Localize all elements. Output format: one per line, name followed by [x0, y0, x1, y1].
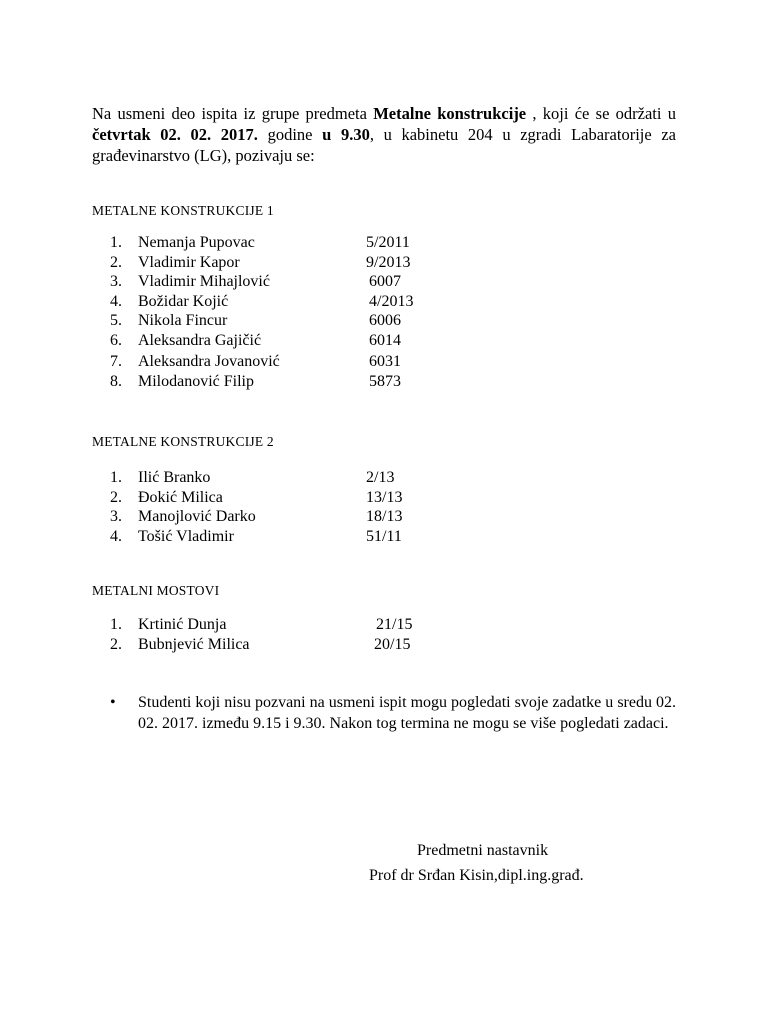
student-index: 6014: [369, 331, 401, 349]
section-title-mk1: METALNE KONSTRUKCIJE 1: [92, 203, 274, 218]
list-item: [110, 233, 410, 253]
item-number: 2.: [110, 488, 122, 506]
list-item: [110, 372, 401, 392]
student-index: 51/11: [366, 527, 402, 545]
student-index: 21/15: [376, 616, 413, 633]
section-title-mm: METALNI MOSTOVI: [92, 583, 220, 598]
note-text: Studenti koji nisu pozvani na usmeni ispit mogu pogledati svoje zadatke u sredu 02. 02. 2017. između 9.15 i 9.30. Nakon tog termina ne mogu se više pogledati zadaci.: [138, 694, 676, 732]
student-name: Nemanja Pupovac: [138, 234, 255, 251]
item-number: 5.: [110, 312, 122, 329]
student-index: 18/13: [366, 508, 403, 525]
student-index: 5873: [369, 372, 401, 390]
student-index: 4/2013: [369, 292, 414, 310]
student-index: 6031: [369, 353, 401, 370]
note-bullet: [110, 692, 676, 734]
list-item: [110, 311, 401, 331]
intro-paragraph: [92, 103, 676, 166]
list-item: [110, 468, 395, 488]
student-name: Vladimir Kapor: [138, 253, 240, 271]
intro-text-4: , u kabinetu 204 u zgradi Labaratorije za građevinarstvo (LG), pozivaju se:: [92, 125, 676, 165]
intro-text-2: , koji će se održati u: [526, 104, 676, 123]
student-index: 13/13: [366, 488, 403, 506]
item-number: 4.: [110, 292, 122, 310]
list-item: [110, 352, 401, 372]
item-number: 1.: [110, 469, 122, 486]
list-item: [110, 331, 401, 351]
section-title-mk2: METALNE KONSTRUKCIJE 2: [92, 434, 274, 449]
student-name: Ilić Branko: [138, 469, 211, 486]
intro-time: u 9.30: [322, 125, 370, 144]
student-index: 20/15: [374, 635, 411, 653]
student-name: Vladimir Mihajlović: [138, 273, 270, 290]
student-name: Đokić Milica: [138, 488, 223, 506]
student-name: Tošić Vladimir: [138, 527, 234, 545]
list-item: [110, 292, 414, 312]
student-list-mk2: [110, 468, 403, 546]
item-number: 6.: [110, 331, 122, 349]
intro-day-date: četvrtak 02. 02. 2017.: [92, 125, 258, 144]
list-item: [110, 272, 401, 292]
intro-text-1: Na usmeni deo ispita iz grupe predmeta: [92, 104, 374, 123]
list-item: [110, 253, 411, 273]
bullet-icon: •: [110, 694, 116, 711]
item-number: 8.: [110, 372, 122, 390]
item-number: 3.: [110, 273, 122, 290]
student-list-mm: [110, 615, 413, 654]
student-index: 5/2011: [366, 234, 410, 251]
item-number: 4.: [110, 527, 122, 545]
item-number: 2.: [110, 635, 122, 653]
intro-text-3: godine: [257, 125, 323, 144]
student-index: 2/13: [366, 469, 395, 486]
student-name: Aleksandra Jovanović: [138, 353, 280, 370]
student-index: 6007: [369, 273, 401, 290]
student-name: Manojlović Darko: [138, 508, 256, 525]
item-number: 3.: [110, 508, 122, 525]
student-name: Aleksandra Gajičić: [138, 331, 262, 349]
item-number: 7.: [110, 353, 122, 370]
student-name: Božidar Kojić: [138, 292, 229, 310]
item-number: 1.: [110, 234, 122, 251]
student-name: Bubnjević Milica: [138, 635, 250, 653]
list-item: [110, 615, 413, 635]
item-number: 1.: [110, 616, 122, 633]
signature-name: Prof dr Srđan Kisin,dipl.ing.građ.: [369, 867, 584, 884]
intro-subject: Metalne konstrukcije: [373, 104, 527, 123]
student-list-mk1: [110, 233, 414, 391]
student-name: Krtinić Dunja: [138, 616, 227, 633]
student-index: 6006: [369, 312, 401, 329]
item-number: 2.: [110, 253, 122, 271]
list-item: [110, 635, 411, 655]
list-item: [110, 527, 402, 547]
student-name: Milodanović Filip: [138, 372, 254, 390]
signature-role: Predmetni nastavnik: [417, 842, 549, 859]
student-index: 9/2013: [366, 253, 411, 271]
student-name: Nikola Fincur: [138, 312, 228, 329]
list-item: [110, 507, 403, 527]
list-item: [110, 488, 403, 508]
